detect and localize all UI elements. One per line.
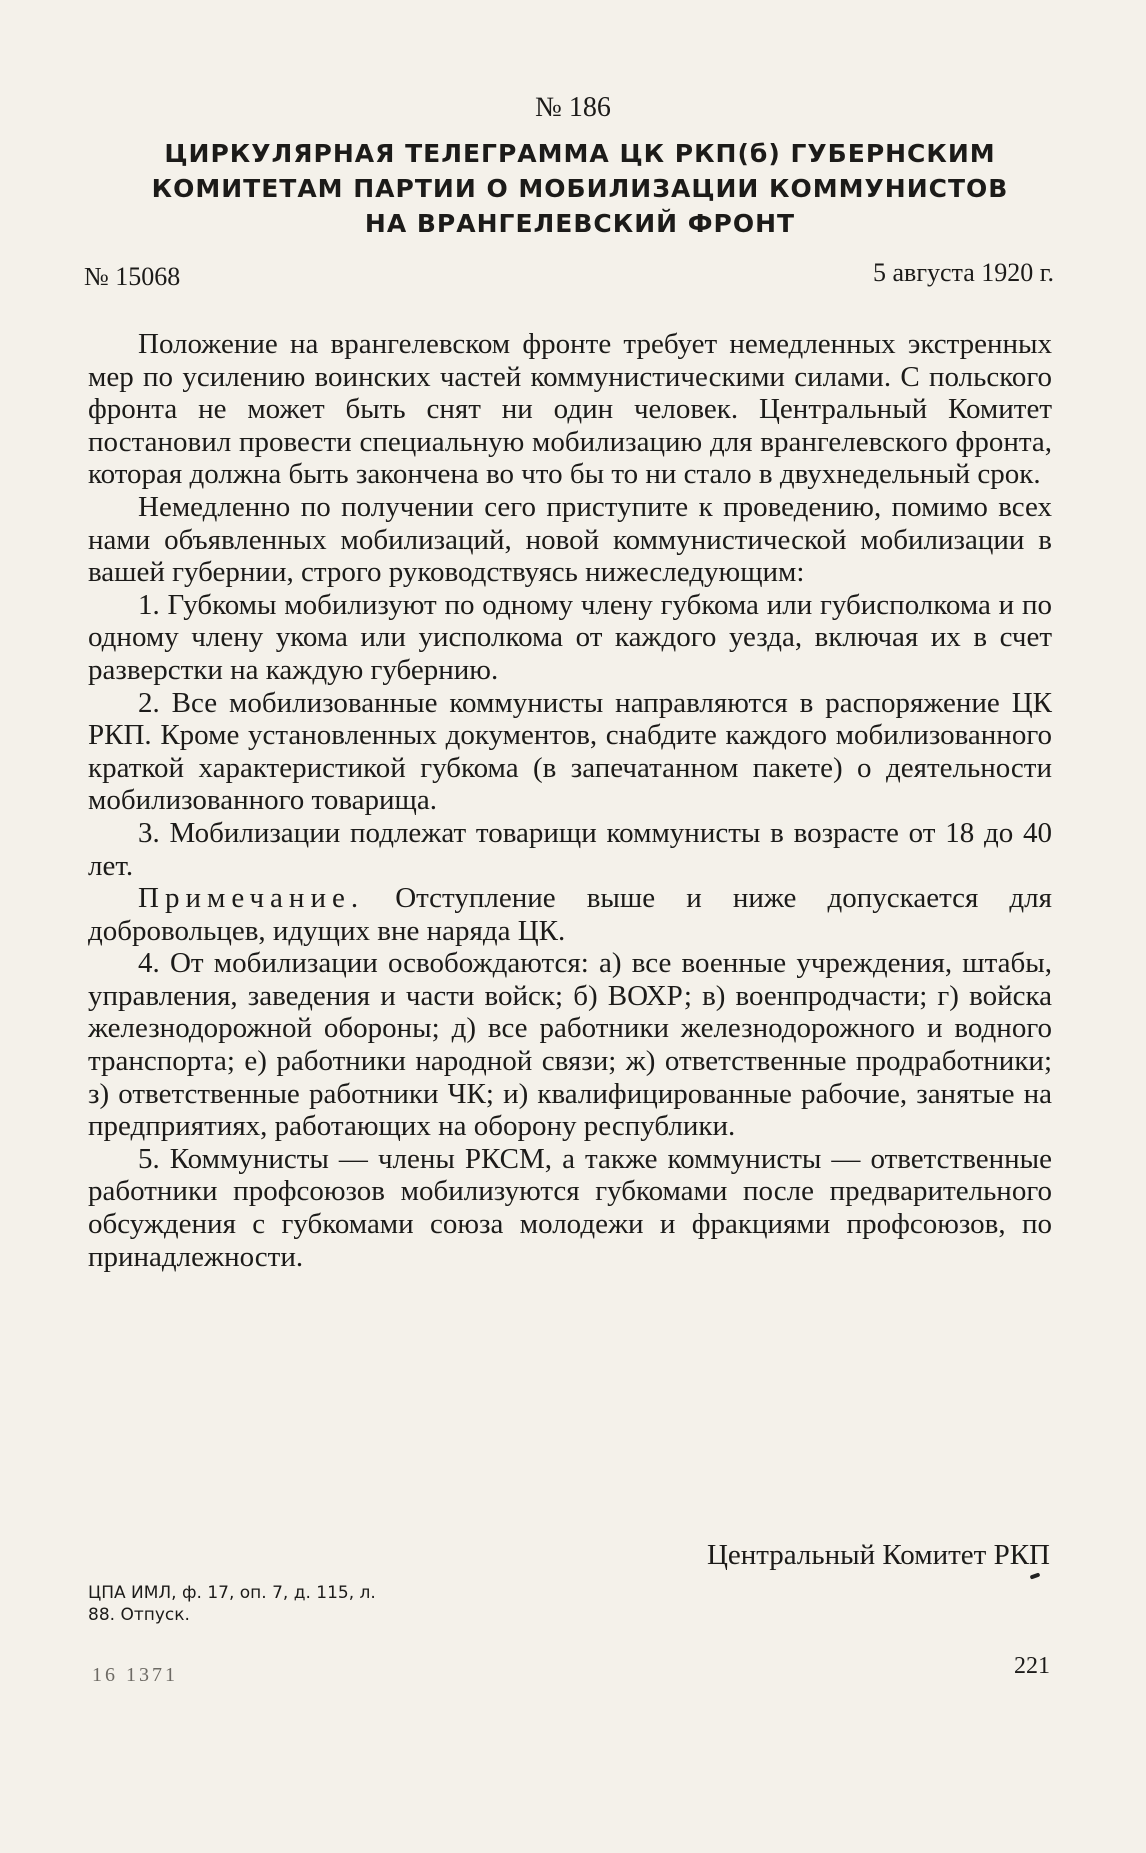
item-3-paragraph: 3. Мобилизации подлежат товарищи коммунисты в возрасте от 18 до 40 лет. bbox=[88, 816, 1052, 882]
source-line: 88. Отпуск. bbox=[88, 1605, 190, 1625]
archive-source-reference bbox=[88, 1582, 508, 1626]
page-number: 221 bbox=[1014, 1653, 1050, 1679]
note-text: Отступление выше и ниже допускается для добровольцев, идущих вне наряда ЦК. bbox=[88, 882, 1052, 947]
signature: Центральный Комитет РКП bbox=[706, 1539, 1050, 1571]
ink-mark bbox=[1030, 1572, 1041, 1579]
document-number: № 186 bbox=[535, 92, 611, 123]
title-line: ЦИРКУЛЯРНАЯ ТЕЛЕГРАММА ЦК РКП(б) ГУБЕРНСКИМ bbox=[164, 139, 996, 168]
intro-paragraph: Положение на врангелевском фронте требует немедленных экстренных мер по усилению воинских частей коммунистическими силами. С польского фронта не может быть снят ни один человек. Центральный Комитет постановил провести специальную мобилизацию для врангелевского фронта, которая должна быть закончена во что бы то ни стало в двухнедельный срок. bbox=[88, 328, 1052, 491]
instruction-paragraph: Немедленно по получении сего приступите к проведению, помимо всех нами объявленных мобилизаций, новой коммунистической мобилизации в вашей губернии, строго руководствуясь нижеследующим: bbox=[88, 490, 1052, 589]
item-2-paragraph: 2. Все мобилизованные коммунисты направляются в распоряжение ЦК РКП. Кроме установленных документов, снабдите каждого мобилизованного краткой характеристикой губкома (в запечатанном пакете) о деятельности мобилизованного товарища. bbox=[88, 686, 1052, 817]
item-5-paragraph: 5. Коммунисты — члены РКСМ, а также коммунисты — ответственные работники профсоюзов мобилизуются губкомами после предварительного обсуждения с губкомами союза молодежи и фракциями профсоюзов, по принадлежности. bbox=[88, 1142, 1052, 1273]
document-title bbox=[120, 136, 1040, 241]
item-4-paragraph: 4. От мобилизации освобождаются: а) все военные учреждения, штабы, управления, заведения и части войск; б) ВОХР; в) военпродчасти; г) войска железнодорожной обороны; д) все работники железнодорожного и водного транспорта; е) работники народной связи; ж) ответственные продработники; з) ответственные работники ЧК; и) квалифицированные рабочие, занятые на предприятиях, работающих на оборону республики. bbox=[88, 947, 1052, 1143]
printer-sheet-mark: 16 1371 bbox=[92, 1664, 178, 1686]
title-line: НА ВРАНГЕЛЕВСКИЙ ФРОНТ bbox=[364, 209, 796, 238]
document-date: 5 августа 1920 г. bbox=[873, 258, 1054, 287]
registration-number: № 15068 bbox=[84, 262, 181, 291]
document-body bbox=[88, 328, 1052, 1273]
item-1-paragraph: 1. Губкомы мобилизуют по одному члену губкома или губисполкома и по одному члену укома или уисполкома от каждого уезда, включая их в счет разверстки на каждую губернию. bbox=[88, 588, 1052, 686]
note-label: Примечание. bbox=[138, 882, 365, 915]
source-line: ЦПА ИМЛ, ф. 17, оп. 7, д. 115, л. bbox=[88, 1583, 376, 1603]
note-paragraph bbox=[88, 882, 1052, 947]
title-line: КОМИТЕТАМ ПАРТИИ О МОБИЛИЗАЦИИ КОММУНИСТОВ bbox=[151, 174, 1009, 203]
